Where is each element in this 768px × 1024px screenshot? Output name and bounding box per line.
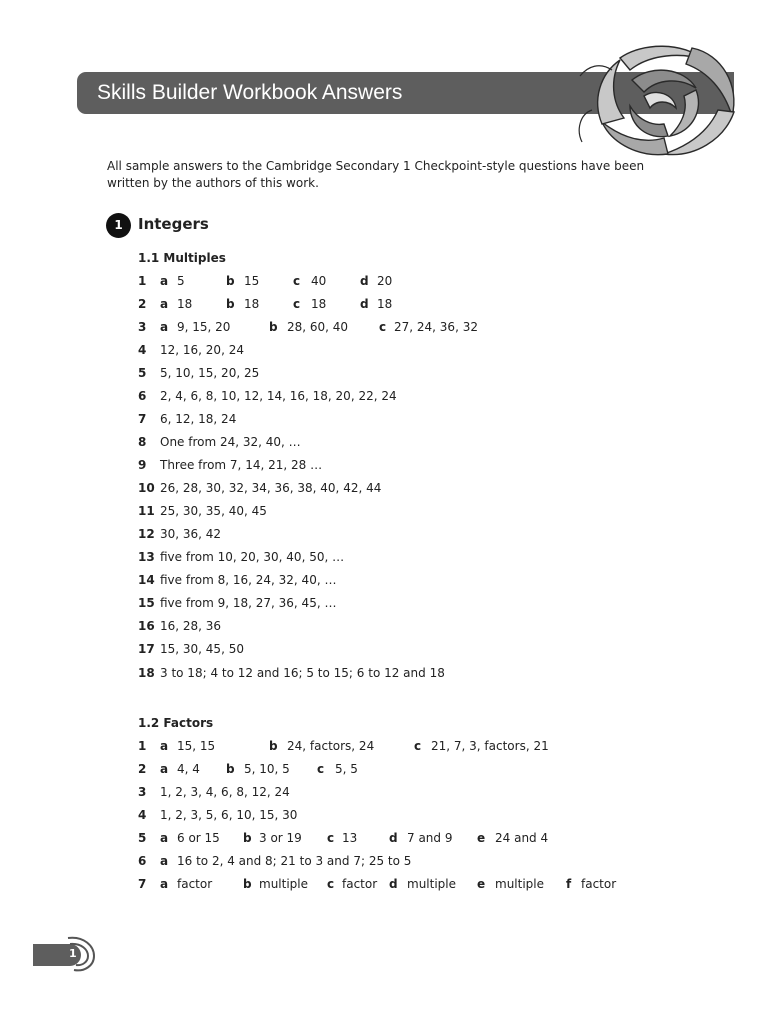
part-label: a: [160, 297, 169, 311]
answer-text: multiple: [259, 877, 309, 891]
part-label: a: [160, 877, 169, 891]
answer-text: 6, 12, 18, 24: [160, 412, 237, 426]
answer-text: 16 to 2, 4 and 8; 21 to 3 and 7; 25 to 5: [177, 854, 412, 868]
answer-text: 24, factors, 24: [287, 739, 375, 753]
answer-row: [0, 571, 768, 589]
answer-text: 3 or 19: [259, 831, 302, 845]
answer-row: [0, 387, 768, 405]
answer-text: 18: [177, 297, 193, 311]
question-number: 1: [138, 274, 147, 288]
question-number: 1: [138, 739, 147, 753]
answer-text: 9, 15, 20: [177, 320, 231, 334]
answer-text: 1, 2, 3, 5, 6, 10, 15, 30: [160, 808, 298, 822]
subsection-heading-factors: 1.2 Factors: [138, 716, 214, 730]
answer-text: multiple: [407, 877, 457, 891]
answer-text: 12, 16, 20, 24: [160, 343, 244, 357]
answer-text: 25, 30, 35, 40, 45: [160, 504, 267, 518]
answer-text: 15: [244, 274, 260, 288]
answer-row: [0, 594, 768, 612]
answer-row: [0, 295, 768, 313]
part-label: f: [566, 877, 572, 891]
answer-text: 30, 36, 42: [160, 527, 222, 541]
section-title: Integers: [138, 215, 209, 233]
answer-text: 18: [311, 297, 327, 311]
part-label: b: [226, 274, 235, 288]
part-label: d: [360, 297, 369, 311]
answer-text: One from 24, 32, 40, …: [160, 435, 301, 449]
answer-text: 16, 28, 36: [160, 619, 222, 633]
question-number: 14: [138, 573, 155, 587]
answer-row: [0, 664, 768, 682]
question-number: 16: [138, 619, 155, 633]
question-number: 2: [138, 297, 147, 311]
answer-text: 3 to 18; 4 to 12 and 16; 5 to 15; 6 to 12 and 18: [160, 666, 445, 680]
answer-text: factor: [342, 877, 378, 891]
part-label: c: [293, 274, 301, 288]
answer-text: five from 8, 16, 24, 32, 40, …: [160, 573, 337, 587]
answer-text: 7 and 9: [407, 831, 453, 845]
answer-text: 5, 5: [335, 762, 358, 776]
part-label: c: [327, 877, 335, 891]
answer-text: 26, 28, 30, 32, 34, 36, 38, 40, 42, 44: [160, 481, 382, 495]
answer-text: 15, 30, 45, 50: [160, 642, 244, 656]
part-label: d: [360, 274, 369, 288]
answer-text: 2, 4, 6, 8, 10, 12, 14, 16, 18, 20, 22, 24: [160, 389, 397, 403]
answer-text: 5, 10, 15, 20, 25: [160, 366, 260, 380]
answer-row: [0, 875, 768, 893]
answer-text: 20: [377, 274, 393, 288]
answer-row: [0, 479, 768, 497]
answer-row: [0, 525, 768, 543]
answer-text: factor: [177, 877, 213, 891]
part-label: b: [269, 320, 278, 334]
question-number: 4: [138, 343, 147, 357]
answer-row: [0, 548, 768, 566]
answer-text: five from 9, 18, 27, 36, 45, …: [160, 596, 337, 610]
part-label: b: [226, 297, 235, 311]
intro-paragraph: All sample answers to the Cambridge Secondary 1 Checkpoint-style questions have been written by the authors of this work.: [107, 159, 645, 190]
section-number-badge: 1: [106, 213, 131, 238]
part-label: b: [243, 877, 252, 891]
part-label: b: [226, 762, 235, 776]
part-label: b: [243, 831, 252, 845]
part-label: a: [160, 854, 169, 868]
answer-text: 5: [177, 274, 185, 288]
answer-row: [0, 783, 768, 801]
answer-text: Three from 7, 14, 21, 28 …: [160, 458, 323, 472]
answer-row: [0, 502, 768, 520]
question-number: 3: [138, 320, 147, 334]
part-label: d: [389, 877, 398, 891]
question-number: 11: [138, 504, 155, 518]
part-label: c: [327, 831, 335, 845]
answer-text: 21, 7, 3, factors, 21: [431, 739, 549, 753]
answer-text: 15, 15: [177, 739, 216, 753]
answer-row: [0, 852, 768, 870]
page-title: Skills Builder Workbook Answers: [97, 81, 403, 104]
answer-text: multiple: [495, 877, 545, 891]
answer-row: [0, 806, 768, 824]
part-label: c: [317, 762, 325, 776]
part-label: c: [293, 297, 301, 311]
answer-row: [0, 272, 768, 290]
answer-row: [0, 410, 768, 428]
answer-text: 1, 2, 3, 4, 6, 8, 12, 24: [160, 785, 290, 799]
answer-text: 6 or 15: [177, 831, 220, 845]
part-label: c: [379, 320, 387, 334]
question-number: 7: [138, 412, 147, 426]
answer-text: 24 and 4: [495, 831, 549, 845]
question-number: 15: [138, 596, 155, 610]
question-number: 10: [138, 481, 155, 495]
answer-text: 13: [342, 831, 358, 845]
answer-text: five from 10, 20, 30, 40, 50, …: [160, 550, 345, 564]
question-number: 6: [138, 854, 147, 868]
part-label: a: [160, 274, 169, 288]
swirl-logo-icon: [572, 40, 744, 160]
question-number: 8: [138, 435, 147, 449]
part-label: e: [477, 831, 486, 845]
answer-row: [0, 640, 768, 658]
answer-text: 5, 10, 5: [244, 762, 290, 776]
question-number: 6: [138, 389, 147, 403]
answer-text: 18: [244, 297, 260, 311]
answer-row: [0, 341, 768, 359]
answer-row: [0, 318, 768, 336]
part-label: a: [160, 831, 169, 845]
page-swirl-icon: [60, 934, 98, 974]
part-label: a: [160, 739, 169, 753]
answer-row: [0, 433, 768, 451]
part-label: b: [269, 739, 278, 753]
subsection-heading-multiples: 1.1 Multiples: [138, 251, 226, 265]
question-number: 7: [138, 877, 147, 891]
answer-row: [0, 456, 768, 474]
answer-text: 40: [311, 274, 327, 288]
question-number: 17: [138, 642, 155, 656]
question-number: 3: [138, 785, 147, 799]
question-number: 9: [138, 458, 147, 472]
part-label: a: [160, 320, 169, 334]
question-number: 4: [138, 808, 147, 822]
answer-text: 18: [377, 297, 393, 311]
page-number: 1: [69, 947, 77, 960]
answer-row: [0, 760, 768, 778]
answer-text: factor: [581, 877, 617, 891]
part-label: c: [414, 739, 422, 753]
answer-text: 27, 24, 36, 32: [394, 320, 478, 334]
answer-row: [0, 617, 768, 635]
part-label: d: [389, 831, 398, 845]
question-number: 18: [138, 666, 155, 680]
question-number: 5: [138, 831, 147, 845]
question-number: 12: [138, 527, 155, 541]
question-number: 5: [138, 366, 147, 380]
question-number: 13: [138, 550, 155, 564]
part-label: a: [160, 762, 169, 776]
answer-row: [0, 737, 768, 755]
answer-row: [0, 829, 768, 847]
answer-row: [0, 364, 768, 382]
part-label: e: [477, 877, 486, 891]
answer-text: 28, 60, 40: [287, 320, 349, 334]
answer-text: 4, 4: [177, 762, 200, 776]
question-number: 2: [138, 762, 147, 776]
